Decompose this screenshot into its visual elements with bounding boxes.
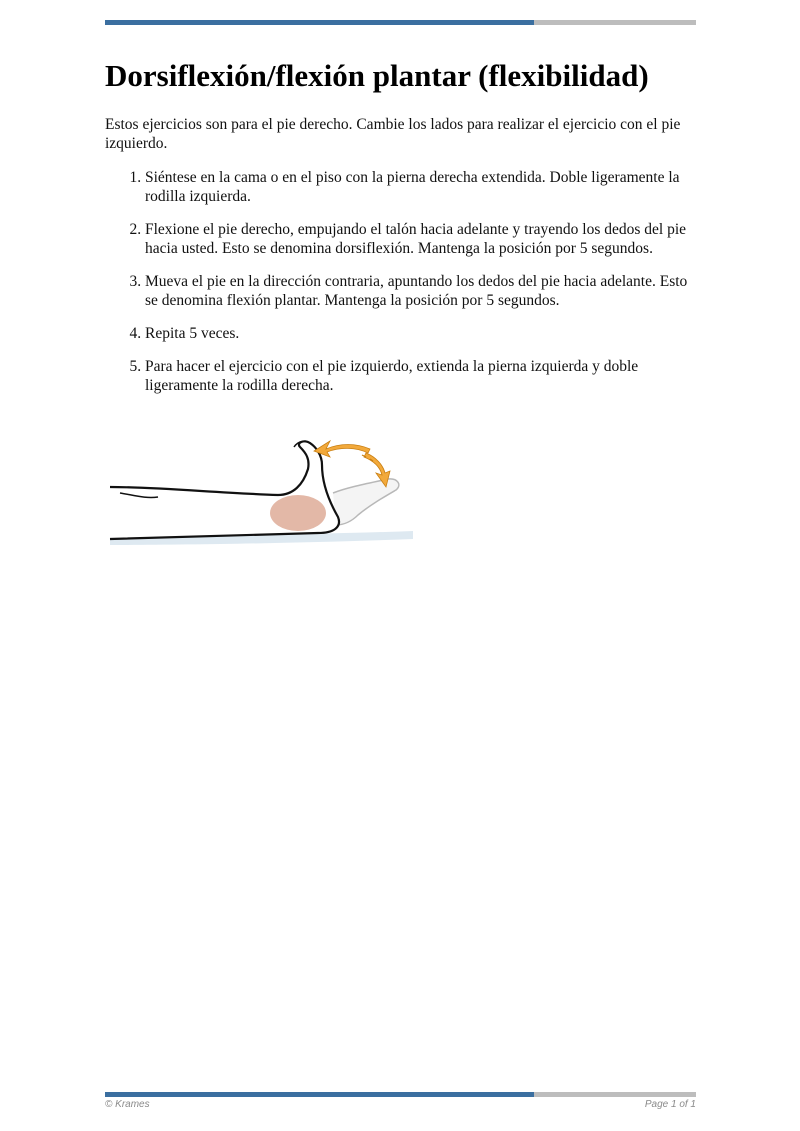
page-title: Dorsiflexión/flexión plantar (flexibilidad) — [105, 58, 649, 93]
step-item: 4. Repita 5 veces. — [145, 324, 696, 343]
step-item: 2. Flexione el pie derecho, empujando el talón hacia adelante y trayendo los dedos del pie hacia usted. Esto se denomina dorsiflexión. Mantenga la posición por 5 segundos. — [145, 220, 696, 258]
footer-copyright: © Krames — [105, 1099, 150, 1110]
dorsiflexion-arrow — [314, 441, 370, 457]
header-rule — [105, 20, 696, 25]
step-item: 1. Siéntese en la cama o en el piso con la pierna derecha extendida. Doble ligeramente la rodilla izquierda. — [145, 168, 696, 206]
footer-rule-blue — [105, 1092, 534, 1097]
plantar-flexion-foot-outline — [333, 479, 399, 525]
steps-list — [105, 168, 696, 395]
header-rule-grey — [534, 20, 696, 25]
document-body — [105, 55, 696, 409]
step-item: 3. Mueva el pie en la dirección contraria, apuntando los dedos del pie hacia adelante. Esto se denomina flexión plantar. Mantenga la posición por 5 segundos. — [145, 272, 696, 310]
footer-page-number: Page 1 of 1 — [644, 1099, 696, 1110]
heel-highlight — [270, 495, 326, 531]
intro-paragraph: Estos ejercicios son para el pie derecho. Cambie los lados para realizar el ejercicio con el pie izquierdo. — [105, 116, 681, 152]
footer-rule-grey — [534, 1092, 696, 1097]
step-item: 5. Para hacer el ejercicio con el pie izquierdo, extienda la pierna izquierda y doble ligeramente la rodilla derecha. — [145, 357, 696, 395]
header-rule-blue — [105, 20, 534, 25]
footer-rule — [105, 1092, 696, 1097]
ankle-exercise-illustration — [108, 435, 418, 550]
